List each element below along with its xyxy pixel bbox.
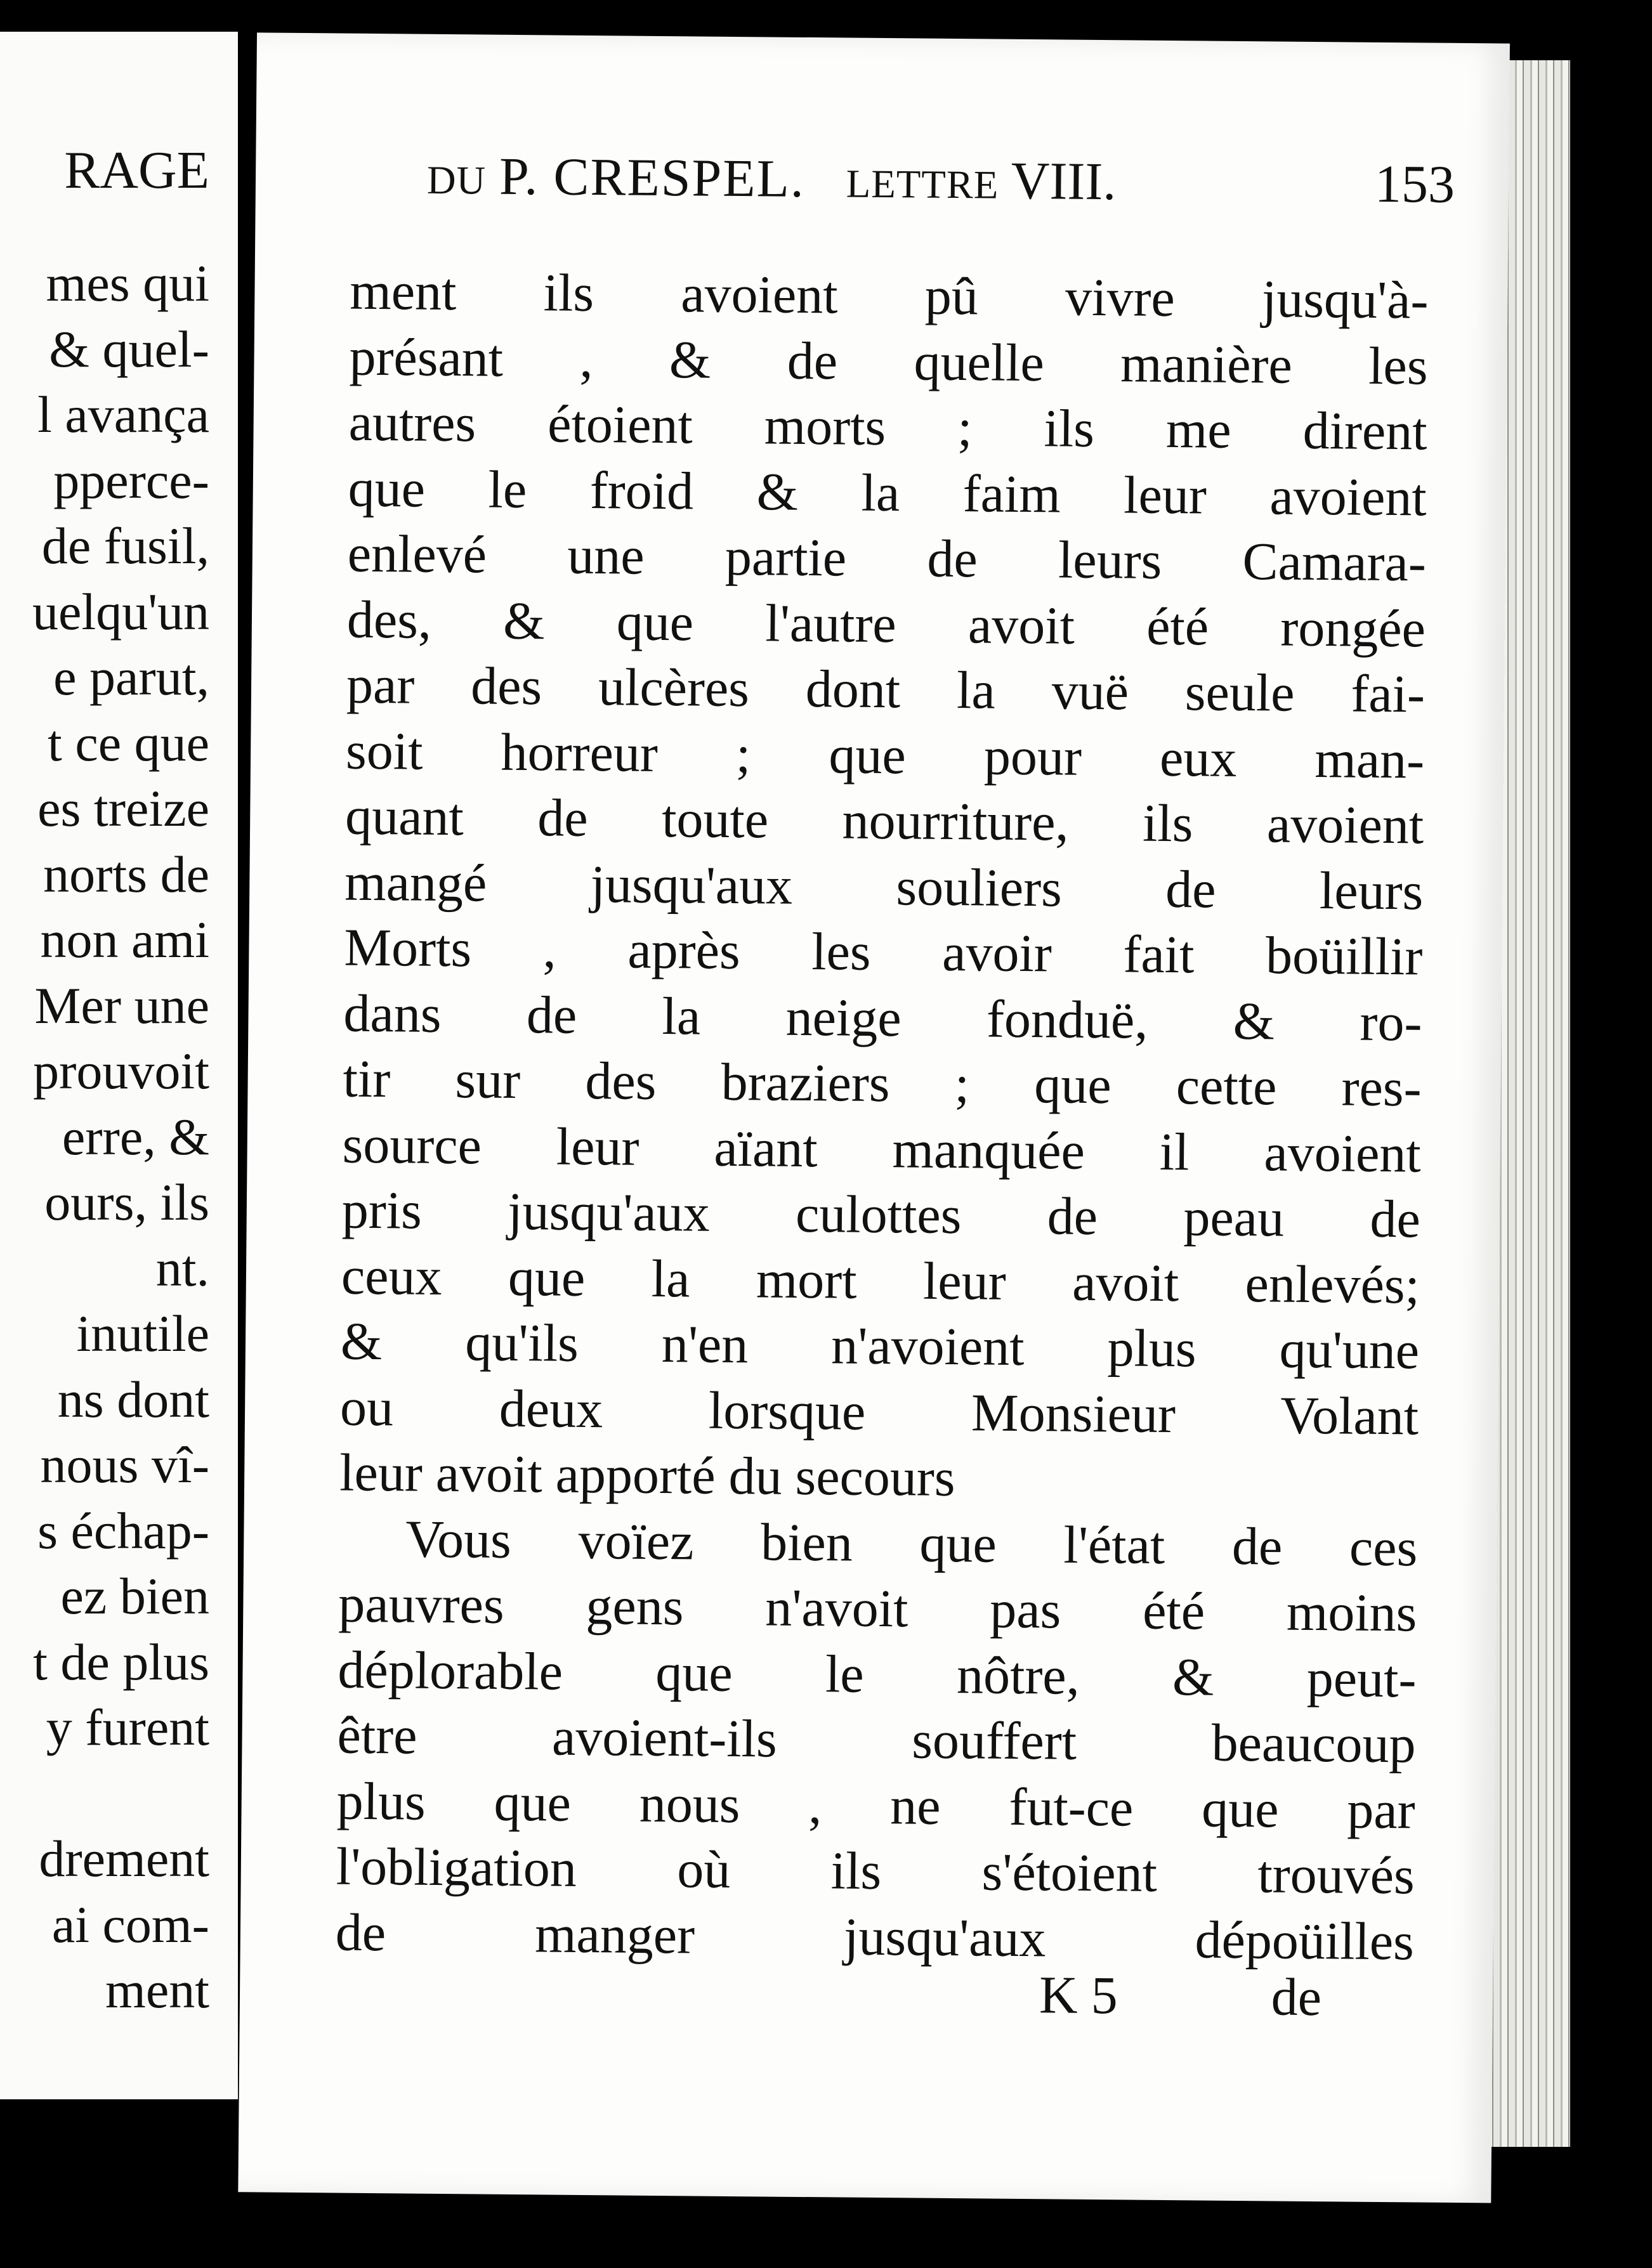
text-line: ou deux lorsque Monsieur Volant <box>339 1378 1419 1446</box>
left-text-line: es treize <box>37 779 209 837</box>
left-text-line: Mer une <box>34 976 209 1034</box>
running-head-author: P. CRESPEL. <box>499 147 806 209</box>
left-text-line: drement <box>39 1830 209 1887</box>
paragraph-first-line: Vous voïez bien que l'état de ces <box>405 1509 1418 1577</box>
text-line: des, & que l'autre avoit été rongée <box>346 590 1426 658</box>
left-text-line: nous vî- <box>40 1436 209 1494</box>
running-head-letter-number: VIII. <box>1011 151 1117 212</box>
left-text-line: inutile <box>76 1305 209 1362</box>
text-line: quant de toute nourriture, ils avoient <box>344 786 1424 856</box>
running-head-prefix: DU <box>426 157 487 203</box>
text-line: par des ulcères dont la vuë seule fai- <box>346 655 1426 724</box>
left-text-line: y furent <box>46 1698 209 1756</box>
left-text-line: non ami <box>40 911 209 968</box>
left-text-line: erre, & <box>62 1107 209 1166</box>
left-text-line: ez bien <box>60 1567 209 1625</box>
left-text-line: t ce que <box>48 714 209 772</box>
left-text-line: mes qui <box>46 254 209 312</box>
text-line: autres étoient morts ; ils me dirent <box>348 393 1428 462</box>
page-number: 153 <box>1374 154 1455 214</box>
left-text-line: s échap- <box>37 1501 209 1560</box>
text-line: soit horreur ; que pour eux man- <box>345 721 1425 790</box>
text-line: Morts , après les avoir fait boüillir <box>344 918 1423 987</box>
left-text-line: ns dont <box>57 1370 209 1428</box>
text-line: mangé jusqu'aux souliers de leurs <box>344 852 1424 921</box>
text-line: ceux que la mort leur avoit enlevés; <box>341 1246 1420 1315</box>
left-text-line: de fusil, <box>41 517 209 575</box>
left-text-line: ours, ils <box>44 1173 209 1231</box>
catchword: de <box>1271 1967 1322 2028</box>
left-text-line: prouvoit <box>33 1042 209 1100</box>
left-text-line: ment <box>105 1961 209 2019</box>
left-text-line: uelqu'un <box>32 582 209 641</box>
left-text-line: l avança <box>37 386 209 443</box>
left-text-line: nt. <box>155 1239 209 1297</box>
left-text-line: ai com- <box>51 1895 209 1953</box>
text-line: de manger jusqu'aux dépoüilles <box>335 1903 1415 1971</box>
left-text-line: e parut, <box>53 648 209 706</box>
text-line: source leur aïant manquée il avoient <box>342 1115 1422 1183</box>
left-text-line: & quel- <box>49 320 209 378</box>
left-text-line: t de plus <box>33 1633 209 1691</box>
text-line: dans de la neige fonduë, & ro- <box>343 984 1422 1052</box>
text-line: être avoient-ils souffert beaucoup <box>337 1705 1416 1775</box>
text-line: l'obligation où ils s'étoient trouvés <box>336 1837 1415 1906</box>
left-page-text <box>32 251 209 2023</box>
left-text-line: pperce- <box>53 451 209 509</box>
body-text <box>335 259 1428 1975</box>
text-line: enlevé une partie de leurs Camara- <box>347 524 1427 593</box>
text-line: plus que nous , ne fut-ce que par <box>336 1771 1416 1840</box>
text-line: tir sur des braziers ; que cette res- <box>343 1049 1422 1118</box>
text-line: déplorable que le nôtre, & peut- <box>338 1640 1417 1709</box>
left-text-line <box>32 1761 209 1827</box>
left-text-line: norts de <box>43 845 209 903</box>
running-head-letter-label: LETTRE <box>846 161 999 207</box>
left-facing-page <box>0 32 238 2099</box>
text-line: présant , & de quelle manière les <box>349 327 1428 396</box>
running-head <box>427 145 1474 216</box>
text-line: & qu'ils n'en n'avoient plus qu'une <box>340 1312 1420 1381</box>
paragraph-last-line: leur avoit apporté du secours <box>339 1443 955 1508</box>
signature-mark: K 5 <box>1039 1965 1118 2026</box>
text-line: pris jusqu'aux culottes de peau de <box>341 1180 1421 1249</box>
text-line: pauvres gens n'avoit pas été moins <box>338 1574 1417 1643</box>
text-line: que le froid & la faim leur avoient <box>348 459 1427 527</box>
left-running-head: RAGE <box>64 141 209 200</box>
text-line: ment ils avoient pû vivre jusqu'à- <box>350 261 1429 330</box>
right-page <box>238 32 1510 2203</box>
